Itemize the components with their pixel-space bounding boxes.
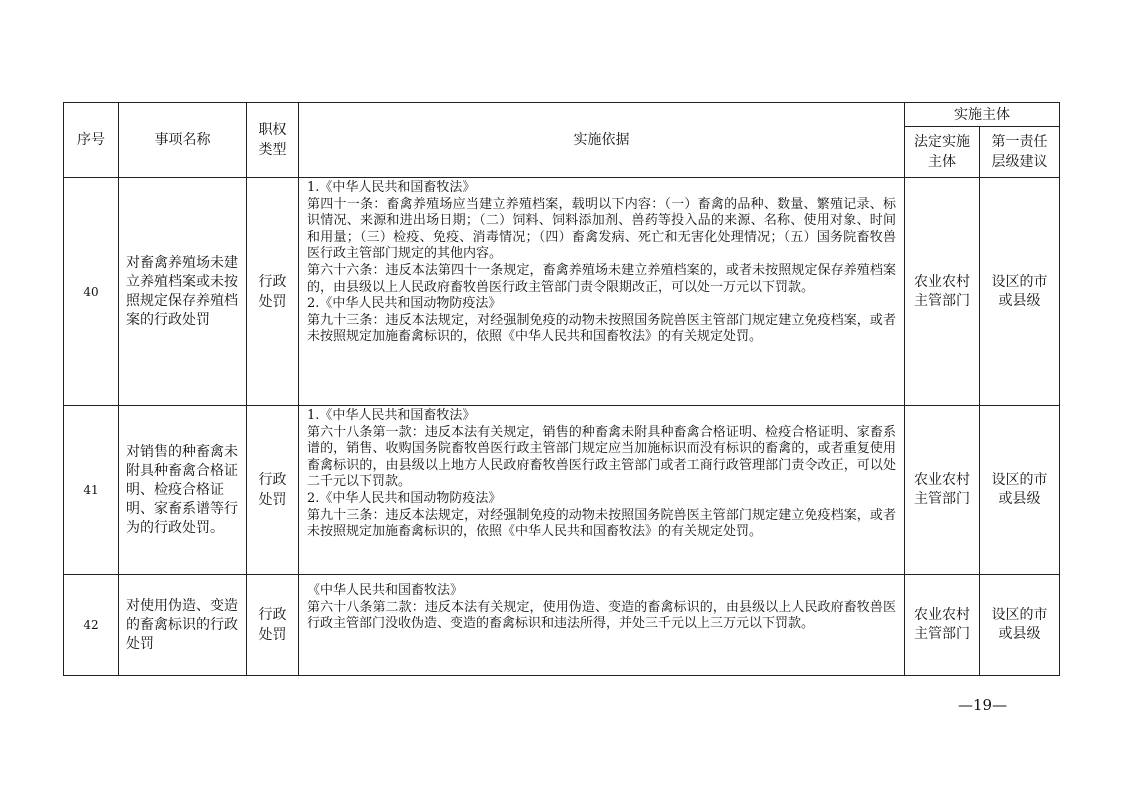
row-authority-type: 行政处罚: [247, 178, 299, 406]
table-row: [64, 178, 1060, 406]
row-seq: 42: [64, 575, 119, 676]
basis-paragraph: 第九十三条：违反本法规定，对经强制免疫的动物未按照国务院兽医主管部门规定建立免疫档案，或者未按照规定加施畜禽标识的，依照《中华人民共和国畜牧法》的有关规定处罚。: [307, 507, 896, 540]
row-item-name: 对使用伪造、变造的畜禽标识的行政处罚: [119, 575, 247, 676]
basis-paragraph: 2.《中华人民共和国动物防疫法》: [307, 296, 502, 312]
row-item-name: 对销售的种畜禽未附具种畜禽合格证明、检疫合格证明、家畜系谱等行为的行政处罚。: [119, 406, 247, 575]
row-basis: [299, 178, 905, 406]
header-subject-group: 实施主体: [905, 103, 1060, 127]
row-authority-type: 行政处罚: [247, 406, 299, 575]
table-row: [64, 575, 1060, 676]
row-basis: [299, 406, 905, 575]
header-type: 职权类型: [247, 103, 299, 178]
page-number: —19—: [958, 696, 1008, 714]
row-legal-subject: 农业农村主管部门: [905, 178, 980, 406]
authority-table: [63, 102, 1060, 676]
basis-paragraph: 1.《中华人民共和国畜牧法》: [307, 180, 476, 195]
row-first-level: 设区的市或县级: [980, 406, 1060, 575]
row-seq: 40: [64, 178, 119, 406]
header-row-top: [64, 103, 1060, 127]
header-basis: 实施依据: [299, 103, 905, 178]
basis-paragraph: 第四十一条：畜禽养殖场应当建立养殖档案，载明以下内容：（一）畜禽的品种、数量、繁殖记录、标识情况、来源和进出场日期；（二）饲料、饲料添加剂、兽药等投入品的来源、名称、使用对象、时间和用量；（三）检疫、免疫、消毒情况；（四）畜禽发病、死亡和无害化处理情况；（五）国务院畜牧兽医行政主管部门规定的其他内容。: [307, 196, 896, 262]
row-first-level: 设区的市或县级: [980, 178, 1060, 406]
row-item-name: 对畜禽养殖场未建立养殖档案或未按照规定保存养殖档案的行政处罚: [119, 178, 247, 406]
row-authority-type: 行政处罚: [247, 575, 299, 676]
row-legal-subject: 农业农村主管部门: [905, 575, 980, 676]
basis-paragraph: 第九十三条：违反本法规定，对经强制免疫的动物未按照国务院兽医主管部门规定建立免疫档案，或者未按照规定加施畜禽标识的，依照《中华人民共和国畜牧法》的有关规定处罚。: [307, 312, 896, 345]
row-first-level: 设区的市或县级: [980, 575, 1060, 676]
basis-paragraph: 《中华人民共和国畜牧法》: [307, 583, 464, 598]
row-legal-subject: 农业农村主管部门: [905, 406, 980, 575]
header-name: 事项名称: [119, 103, 247, 178]
header-legal-subject: 法定实施主体: [905, 127, 980, 178]
table-row: [64, 406, 1060, 575]
header-first-level: 第一责任层级建议: [980, 127, 1060, 178]
basis-paragraph: 第六十八条第一款：违反本法有关规定，销售的种畜禽未附具种畜禽合格证明、检疫合格证明、家畜系谱的，销售、收购国务院畜牧兽医行政主管部门规定应当加施标识而没有标识的畜禽的，或者重复使用畜禽标识的，由县级以上地方人民政府畜牧兽医行政主管部门或者工商行政管理部门责令改正，可以处二千元以下罚款。: [307, 424, 896, 490]
basis-paragraph: 2.《中华人民共和国动物防疫法》: [307, 490, 502, 506]
basis-paragraph: 1.《中华人民共和国畜牧法》: [307, 408, 476, 423]
header-seq: 序号: [64, 103, 119, 178]
basis-paragraph: 第六十八条第二款：违反本法有关规定，使用伪造、变造的畜禽标识的，由县级以上人民政府畜牧兽医行政主管部门没收伪造、变造的畜禽标识和违法所得，并处三千元以上三万元以下罚款。: [307, 599, 896, 632]
basis-paragraph: 第六十六条：违反本法第四十一条规定，畜禽养殖场未建立养殖档案的，或者未按照规定保存养殖档案的，由县级以上人民政府畜牧兽医行政主管部门责令限期改正，可以处一万元以下罚款。: [307, 262, 896, 295]
row-basis: [299, 575, 905, 676]
row-seq: 41: [64, 406, 119, 575]
